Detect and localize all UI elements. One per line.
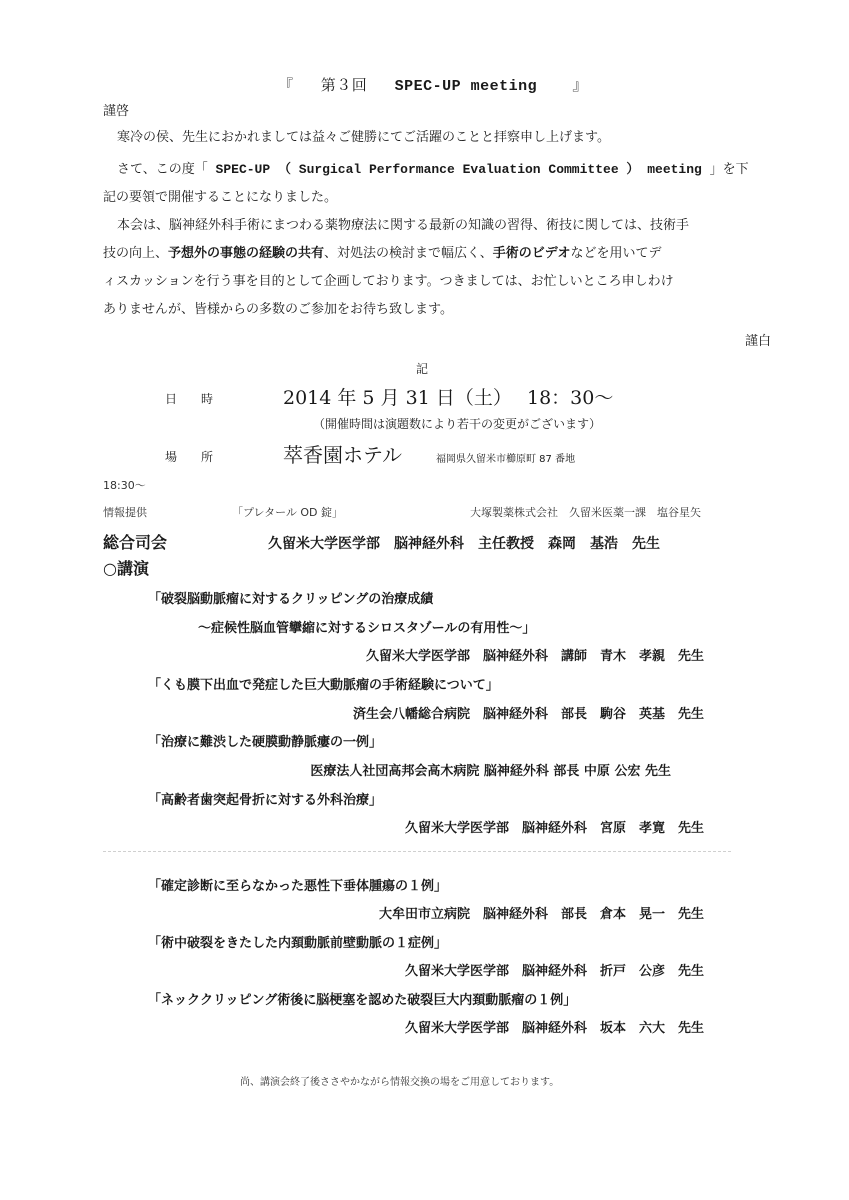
details-heading: 記 [416, 362, 429, 376]
title-close-bracket: 』 [572, 76, 588, 94]
talk-6-title: 「術中破裂をきたした内頚動脈前壁動脈の１症例」 [148, 936, 448, 951]
date-label: 日 時 [165, 392, 214, 406]
title-name: SPEC-UP meeting [394, 78, 538, 95]
talk-6-speaker: 久留米大学医学部 脳神経外科 折戸 公彦 先生 [404, 964, 704, 979]
talk-5-speaker: 大牟田市立病院 脳神経外科 部長 倉本 晃一 先生 [378, 907, 704, 922]
p2-prefix: さて、この度「 [117, 162, 208, 177]
letter-paragraph-3-line-3: ィスカッションを行う事を目的として企画しております。つきましては、お忙しいところ申しわけ [103, 274, 674, 289]
info-product: 「プレタール OD 錠」 [232, 506, 344, 519]
venue-name: 萃香園ホテル [283, 443, 402, 467]
title-open-bracket: 『 [278, 76, 294, 94]
talk-1-speaker: 久留米大学医学部 脳神経外科 講師 青木 孝親 先生 [365, 649, 704, 664]
p3-text-c: 、対処法の検討まで幅広く、 [324, 246, 493, 261]
talk-4-speaker: 久留米大学医学部 脳神経外科 宮原 孝寛 先生 [404, 821, 704, 836]
moderator-label: 総合司会 [103, 533, 168, 552]
date-note: （開催時間は演題数により若干の変更がございます） [313, 417, 602, 431]
talk-2-speaker: 済生会八幡総合病院 脳神経外科 部長 駒谷 英基 先生 [352, 707, 704, 722]
venue-address: 福岡県久留米市櫛原町 87 番地 [436, 454, 576, 465]
letter-paragraph-3-line-2 [103, 240, 662, 268]
lectures-heading: ○講演 [103, 559, 149, 578]
letter-closing: 謹白 [744, 334, 771, 349]
talk-7-title: 「ネッククリッピング術後に脳梗塞を認めた破裂巨大内頚動脈瘤の１例」 [148, 993, 577, 1008]
letter-paragraph-3-line-4: ありませんが、皆様からの多数のご参加をお待ち致します。 [103, 302, 453, 317]
section-divider [103, 851, 731, 852]
info-provider-label: 情報提供 [103, 506, 147, 519]
time-value: 18：30～ [527, 387, 614, 409]
p3-bold-shared-experience: 予想外の事態の経験の共有 [168, 246, 325, 261]
date-value: 2014 年 5 月 31 日（土） [283, 387, 512, 409]
info-company: 大塚製薬株式会社 久留米医薬一課 塩谷星矢 [470, 506, 701, 519]
moderator-name: 久留米大学医学部 脳神経外科 主任教授 森岡 基浩 先生 [268, 536, 660, 552]
p3-text-e: などを用いてデ [570, 246, 662, 261]
talk-4-title: 「高齢者歯突起骨折に対する外科治療」 [148, 793, 383, 808]
letter-paragraph-2-line-2: 記の要領で開催することになりました。 [103, 190, 338, 205]
p3-text-a: 技の向上、 [103, 246, 169, 261]
talk-5-title: 「確定診断に至らなかった悪性下垂体腫瘍の１例」 [148, 879, 448, 894]
talk-1-subtitle: ～症候性脳血管攣縮に対するシロスタゾールの有用性～」 [198, 621, 536, 636]
venue-label: 場 所 [165, 450, 214, 464]
p3-bold-surgical-video: 手術のビデオ [492, 246, 571, 261]
letter-paragraph-2-line-1 [117, 156, 749, 184]
letter-paragraph-1: 寒冷の侯、先生におかれましては益々ご健勝にてご活躍のことと拝察申し上げます。 [117, 130, 610, 145]
footer-note: 尚、講演会終了後ささやかながら情報交換の場をご用意しております。 [240, 1077, 560, 1088]
talk-3-speaker: 医療法人社団高邦会高木病院 脳神経外科 部長 中原 公宏 先生 [310, 764, 671, 779]
letter-opening: 謹啓 [103, 104, 130, 119]
document-title [278, 74, 588, 95]
talk-3-title: 「治療に難渋した硬膜動静脈瘻の一例」 [148, 735, 383, 750]
p2-suffix: 」を下 [709, 162, 749, 177]
talk-7-speaker: 久留米大学医学部 脳神経外科 坂本 六大 先生 [404, 1021, 704, 1036]
program-start-time: 18:30～ [103, 479, 146, 492]
talk-1-title: 「破裂脳動脈瘤に対するクリッピングの治療成績 [148, 592, 434, 607]
meeting-full-name: SPEC-UP （ Surgical Performance Evaluation Committee ） meeting [207, 162, 710, 177]
talk-2-title: 「くも膜下出血で発症した巨大動脈瘤の手術経験について」 [148, 678, 499, 693]
title-number: 第３回 [320, 76, 368, 94]
letter-paragraph-3-line-1: 本会は、脳神経外科手術にまつわる薬物療法に関する最新の知識の習得、術技に関しては、技術手 [117, 218, 690, 233]
